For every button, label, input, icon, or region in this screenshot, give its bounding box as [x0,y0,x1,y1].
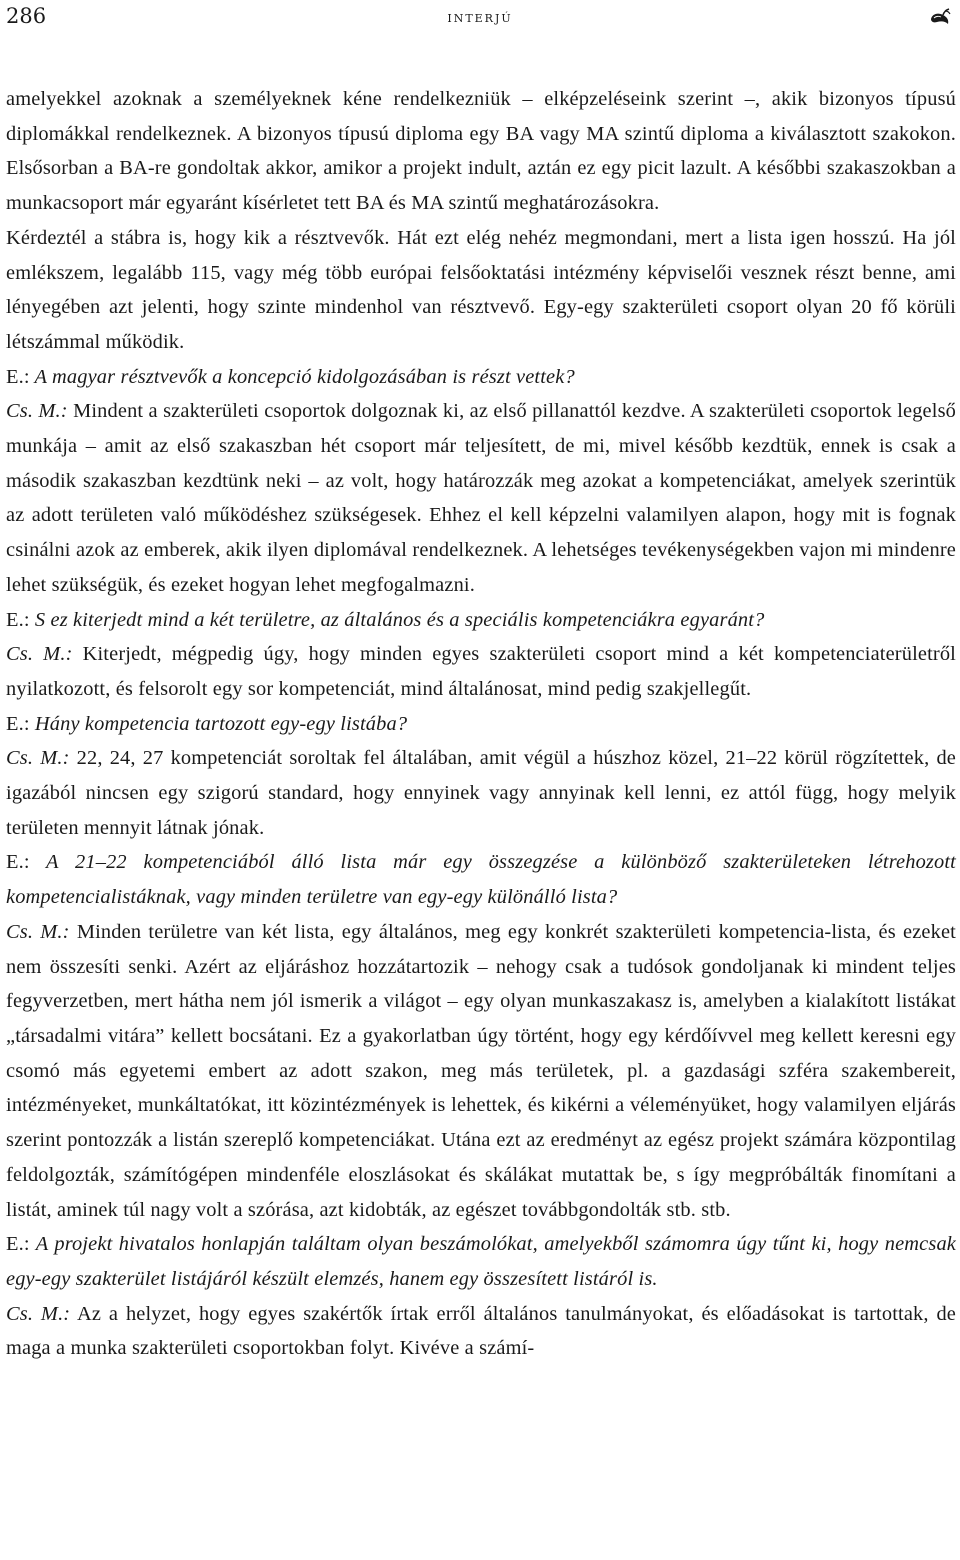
page-header [0,0,960,40]
article-body [6,82,956,1366]
speaker-label: E.: [6,365,30,388]
answer-paragraph: Cs. M.: Minden területre van két lista, egy általános, meg egy konkrét szakterületi kompetencia-lista, és ezeket nem összesíti senki. Azért az eljáráshoz hozzátartozik – nehogy csak a tudósok gondoljanak ki mindent teljes fegyverzetben, mert hátha nem jól ismerik a világot – egy olyan munkaszakasz is, amelyben a kialakított listákat „társadalmi vitára” kellett bocsátani. Ez a gyakorlatban úgy történt, hogy egy kérdőívvel meg kellett keresni egy csomó más egyetemi embert az adott szakon, meg más területek, pl. a gazdasági szféra szakembereit, intézményeket, munkáltatókat, itt közintézmények is lehettek, és kikérni a véleményüket, hogy valamilyen eljárás szerint pontozzák a listán szereplő kompetenciákat. Utána ezt az eredményt az egész projekt számára központilag feldolgozták, számítógépen mindenféle eloszlásokat és skálákat mutattak be, s így megpróbálták finomítani a listát, aminek túl nagy volt a szórása, azt kidobták, az egészet továbbgondolták stb. stb. [6,920,956,1221]
speaker-label: Cs. M.: [6,643,73,666]
speaker-label: E.: [6,608,30,631]
question-paragraph: E.: A magyar résztvevők a koncepció kidolgozásában is részt vettek? [6,365,575,388]
answer-paragraph: Cs. M.: Kiterjedt, mégpedig úgy, hogy minden egyes szakterületi csoport mind a két kompetenciaterületről nyilatkozott, és felsorolt egy sor kompetenciát, mind általánosat, mind pedig szakjellegűt. [6,643,957,700]
running-head: interjú [447,8,513,26]
answer-paragraph: Cs. M.: Mindent a szakterületi csoportok dolgoznak ki, az első pillanattól kezdve. A szakterületi csoportok legelső munkája – amit az első szakaszban hét csoport már teljesített, de mi, mivel később kezdtük, ennek is csak a második szakaszban kezdtünk neki – az volt, hogy határozzák meg azokat a kompetenciákat, amelyek szerintük az adott területen való működéshez szükségesek. Ehhez el kell képzelni valamilyen alapon, hogy mit is fognak csinálni azok az emberek, akik ilyen diplomával rendelkeznek. A lehetséges tevékenységekben vajon mi mindenre lehet szükségük, és ezeket hogyan lehet megfogalmazni. [6,400,957,596]
page-number: 286 [6,4,47,28]
speaker-label: E.: [6,712,30,735]
answer-paragraph: Cs. M.: Az a helyzet, hogy egyes szakértők írtak erről általános tanulmányokat, és előadásokat is tartottak, de maga a munka szakterületi csoportokban folyt. Kivéve a számí- [6,1302,957,1360]
speaker-label: E.: [6,1233,30,1256]
question-paragraph: E.: S ez kiterjedt mind a két területre, az általános és a speciális kompetenciákra egyaránt? [6,608,765,631]
answer-paragraph: Cs. M.: 22, 24, 27 kompetenciát soroltak fel általában, amit végül a húszhoz közel, 21–22 körül rögzítettek, de igazából nincsen egy szigorú standard, hogy ennyinek vagy annyinak kell lenni, ez attól függ, hogy melyik területen mennyit látnak jónak. [6,747,956,839]
speaker-label: Cs. M.: [6,1302,71,1325]
paragraph: amelyekkel azoknak a személyeknek kéne rendelkezniük – elképzeléseink szerint –, akik bizonyos típusú diplomákkal rendelkeznek. A bizonyos típusú diploma egy BA vagy MA szintű diploma a kiválasztott szakokon. Elsősorban a BA-re gondoltak akkor, amikor a projekt indult, aztán ez egy picit lazult. A későbbi szakaszokban a munkacsoport már egyaránt kísérletet tett BA és MA szintű meghatározásokra. [6,88,956,215]
question-paragraph: E.: Hány kompetencia tartozott egy-egy listába? [6,712,408,735]
speaker-label: Cs. M.: [6,747,70,770]
paragraph: Kérdeztél a stábra is, hogy kik a résztvevők. Hát ezt elég nehéz megmondani, mert a lista igen hosszú. Ha jól emlékszem, legalább 115, vagy még több európai felsőoktatási intézmény képviselői vesznek részt benne, ami lényegében azt jelenti, hogy szinte mindenhol van résztvevő. Egy-egy szakterületi csoport olyan 20 fő körüli létszámmal működik. [6,226,956,353]
speaker-label: Cs. M.: [6,920,70,943]
question-paragraph: E.: A projekt hivatalos honlapján találtam olyan beszámolókat, amelyekből számomra úgy tűnt ki, hogy nemcsak egy-egy szakterület listájáról készült elemzés, hanem egy összesített listáról is. [6,1233,956,1290]
pepper-ornament-icon [928,6,952,28]
speaker-label: E.: [6,851,30,874]
question-paragraph: E.: A 21–22 kompetenciából álló lista már egy összegzése a különböző szakterületeken létrehozott kompetencialistáknak, vagy minden területre van egy-egy különálló lista? [6,851,956,909]
speaker-label: Cs. M.: [6,400,68,423]
